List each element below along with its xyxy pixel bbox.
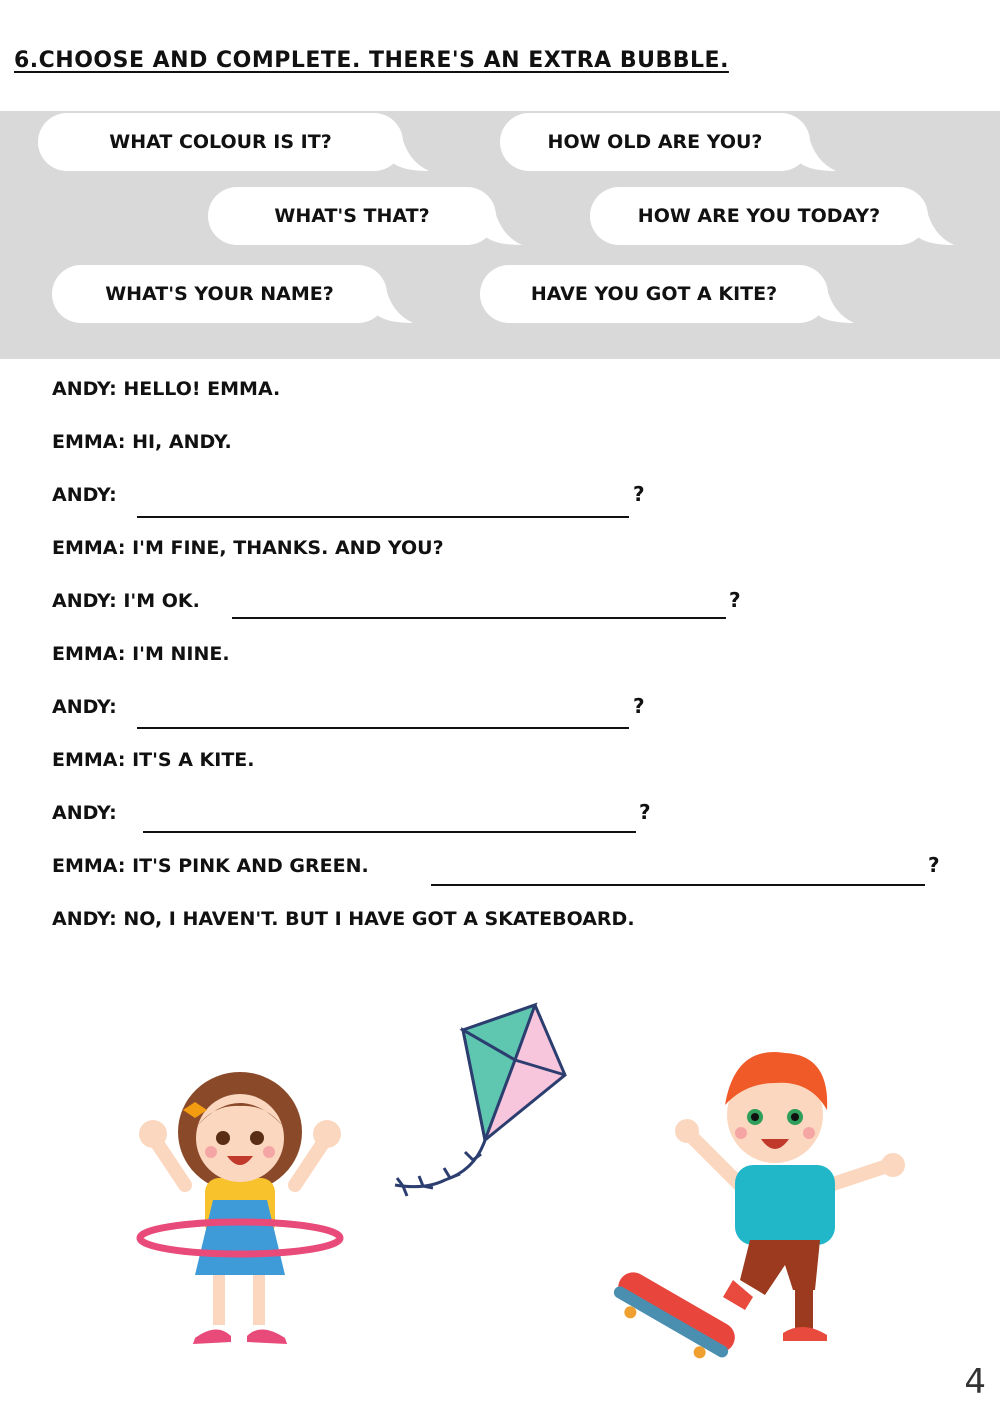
question-mark: ? bbox=[633, 694, 645, 718]
bubble-tail-icon bbox=[800, 133, 840, 173]
answer-blank[interactable] bbox=[431, 884, 925, 886]
question-mark: ? bbox=[928, 853, 940, 877]
dialogue-line: EMMA: IT'S PINK AND GREEN. bbox=[52, 855, 369, 877]
speech-bubble[interactable] bbox=[38, 113, 403, 171]
speech-bubble[interactable] bbox=[208, 187, 496, 245]
bubble-tail-icon bbox=[486, 207, 526, 247]
answer-blank[interactable] bbox=[143, 831, 636, 833]
dialogue-line: ANDY: HELLO! EMMA. bbox=[52, 378, 281, 400]
speech-bubble[interactable] bbox=[500, 113, 810, 171]
bubble-text: HOW OLD ARE YOU? bbox=[547, 131, 763, 153]
dialogue-line: ANDY: NO, I HAVEN'T. BUT I HAVE GOT A SKATEBOARD. bbox=[52, 908, 635, 930]
bubble-text: WHAT'S YOUR NAME? bbox=[105, 283, 334, 305]
exercise-title: 6.CHOOSE AND COMPLETE. THERE'S AN EXTRA BUBBLE. bbox=[14, 48, 729, 73]
bubble-bank bbox=[0, 111, 1000, 359]
bubble-tail-icon bbox=[393, 133, 433, 173]
question-mark: ? bbox=[639, 800, 651, 824]
page-number: 4 bbox=[964, 1362, 986, 1402]
kite-illustration bbox=[385, 1000, 575, 1220]
question-mark: ? bbox=[633, 482, 645, 506]
bubble-text: HOW ARE YOU TODAY? bbox=[637, 205, 881, 227]
bubble-tail-icon bbox=[818, 285, 858, 325]
dialogue-line: ANDY: bbox=[52, 484, 117, 506]
dialogue-line: ANDY: I'M OK. bbox=[52, 590, 200, 612]
bubble-text: WHAT COLOUR IS IT? bbox=[109, 131, 332, 153]
bubble-tail-icon bbox=[918, 207, 958, 247]
dialogue-line: EMMA: I'M NINE. bbox=[52, 643, 230, 665]
speech-bubble[interactable] bbox=[480, 265, 828, 323]
dialogue-line: ANDY: bbox=[52, 696, 117, 718]
dialogue-line: EMMA: HI, ANDY. bbox=[52, 431, 232, 453]
speech-bubble[interactable] bbox=[590, 187, 928, 245]
speech-bubble[interactable] bbox=[52, 265, 387, 323]
question-mark: ? bbox=[729, 588, 741, 612]
dialogue-line: EMMA: IT'S A KITE. bbox=[52, 749, 255, 771]
dialogue-line: EMMA: I'M FINE, THANKS. AND YOU? bbox=[52, 537, 444, 559]
bubble-text: HAVE YOU GOT A KITE? bbox=[530, 283, 778, 305]
dialogue-line: ANDY: bbox=[52, 802, 117, 824]
boy-illustration bbox=[605, 1035, 905, 1365]
answer-blank[interactable] bbox=[137, 727, 629, 729]
bubble-text: WHAT'S THAT? bbox=[274, 205, 430, 227]
answer-blank[interactable] bbox=[232, 617, 726, 619]
answer-blank[interactable] bbox=[137, 516, 629, 518]
bubble-tail-icon bbox=[377, 285, 417, 325]
girl-illustration bbox=[135, 1060, 385, 1360]
